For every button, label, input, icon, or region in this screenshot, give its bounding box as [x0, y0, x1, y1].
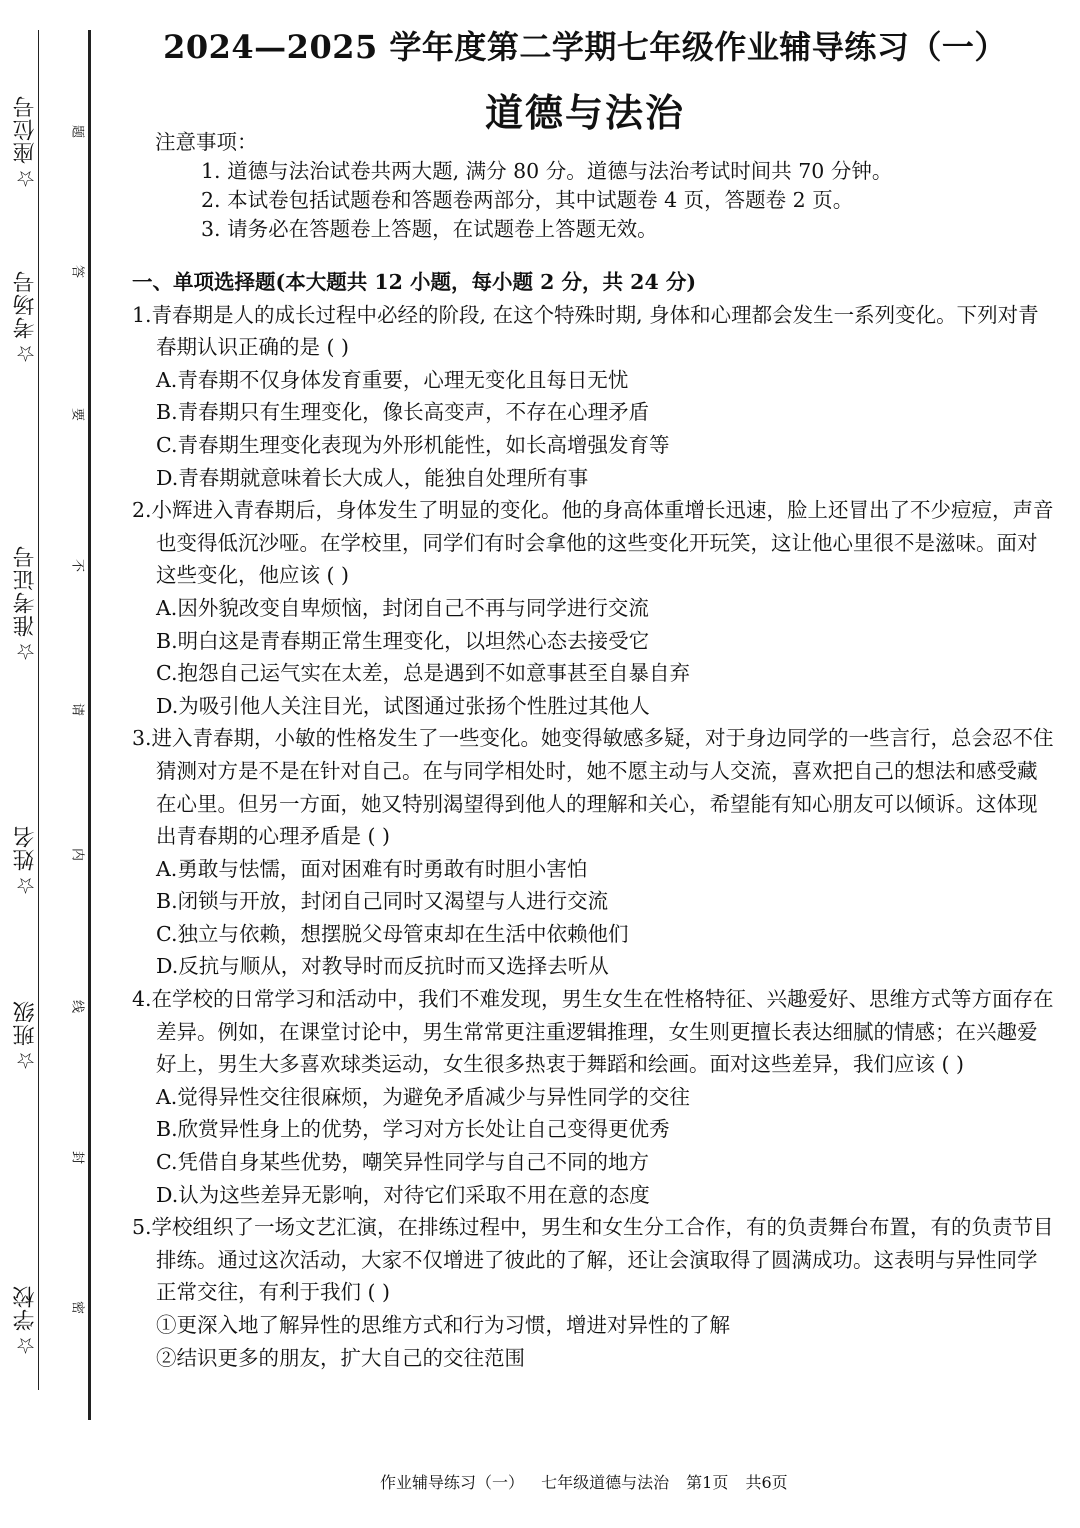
seal-char: 不 [69, 558, 85, 572]
class-field[interactable]: ☆班级 [13, 1000, 38, 1072]
option-b: B.青春期只有生理变化，像长高变声，不存在心理矛盾 [156, 400, 650, 425]
question-stem: 4.在学校的日常学习和活动中，我们不难发现，男生女生在性格特征、兴趣爱好、思维方式等方面存在差异。例如，在课堂讨论中，男生常常更注重逻辑推理，女生则更擅长表达细腻的情感；在兴趣爱好上，男生大多喜欢球类运动，女生很多热衷于舞蹈和绘画。面对这些差异，我们应该 ( ) [132, 987, 1054, 1077]
option-a: A.青春期不仅身体发育重要，心理无变化且每日无忧 [156, 367, 629, 392]
question-2 [132, 494, 1057, 722]
seal-char: 答 [69, 264, 85, 278]
school-field[interactable]: ☆学校 [13, 1285, 38, 1357]
question-stem: 5.学校组织了一场文艺汇演，在排练过程中，男生和女生分工合作，有的负责舞台布置，有的负责节目排练。通过这次活动，大家不仅增进了彼此的了解，还让会演取得了圆满成功。这表明与异性同学正常交往，有利于我们 ( ) [132, 1215, 1054, 1305]
binding-outer-line [38, 30, 39, 1390]
question-1 [132, 299, 1057, 495]
question-section [132, 266, 1057, 1374]
seal-char: 密 [69, 1300, 85, 1314]
section-title: 一、单项选择题(本大题共 12 小题，每小题 2 分，共 24 分) [132, 270, 697, 294]
option-a: A.因外貌改变自卑烦恼，封闭自己不再与同学进行交流 [156, 595, 649, 620]
option-d: D.青春期就意味着长大成人，能独自处理所有事 [156, 465, 589, 490]
question-5 [132, 1211, 1057, 1374]
seal-char: 请 [69, 702, 85, 716]
binding-inner-line [88, 30, 91, 1420]
option-c: C.凭借自身某些优势，嘲笑异性同学与自己不同的地方 [156, 1150, 649, 1175]
subject-title: 道德与法治 [484, 91, 685, 135]
exam-room-field[interactable]: ☆考场号 [13, 270, 38, 365]
statement-2: ②结识更多的朋友，扩大自己的交往范围 [156, 1345, 525, 1370]
seal-char: 线 [69, 999, 85, 1013]
statement-1: ①更深入地了解异性的思维方式和行为习惯，增进对异性的了解 [156, 1313, 730, 1337]
option-a: A.觉得异性交往很麻烦，为避免矛盾减少与异性同学的交往 [156, 1084, 690, 1109]
option-b: B.闭锁与开放，封闭自己同时又渴望与人进行交流 [156, 889, 609, 914]
notes-heading: 注意事项： [155, 130, 258, 154]
option-c: C.抱怨自己运气实在太差，总是遇到不如意事甚至自暴自弃 [156, 661, 690, 686]
seat-number-field[interactable]: ☆座位号 [13, 95, 38, 190]
note-item: 3. 请务必在答题卷上答题，在试题卷上答题无效。 [201, 217, 658, 241]
option-c: C.独立与依赖，想摆脱父母管束却在生活中依赖他们 [156, 921, 629, 946]
option-d: D.认为这些差异无影响，对待它们采取不用在意的态度 [156, 1182, 650, 1207]
option-b: B.欣赏异性身上的优势，学习对方长处让自己变得更优秀 [156, 1117, 670, 1142]
question-stem: 1.青春期是人的成长过程中必经的阶段, 在这个特殊时期, 身体和心理都会发生一系列变化。下列对青春期认识正确的是 ( ) [132, 302, 1039, 360]
question-stem: 2.小辉进入青春期后，身体发生了明显的变化。他的身高体重增长迅速，脸上还冒出了不少痘痘，声音也变得低沉沙哑。在学校里，同学们有时会拿他的这些变化开玩笑，这让他心里很不是滋味。面对这些变化，他应该 ( ) [132, 498, 1054, 588]
admission-number-field[interactable]: ☆准考证号 [13, 545, 38, 663]
exam-title: 2024—2025 学年度第二学期七年级作业辅导练习（一） [163, 28, 1007, 66]
note-item: 2. 本试卷包括试题卷和答题卷两部分，其中试题卷 4 页，答题卷 2 页。 [201, 188, 854, 212]
option-b: B.明白这是青春期正常生理变化，以坦然心态去接受它 [156, 628, 650, 653]
option-a: A.勇敢与怯懦，面对困难有时勇敢有时胆小害怕 [156, 856, 588, 881]
question-4 [132, 983, 1057, 1211]
name-field[interactable]: ☆姓名 [13, 825, 38, 897]
notes [155, 128, 892, 244]
seal-char: 题 [69, 124, 85, 138]
option-d: D.为吸引他人关注目光，试图通过张扬个性胜过其他人 [156, 693, 650, 718]
binding-margin [0, 0, 100, 1528]
note-item: 1. 道德与法治试卷共两大题, 满分 80 分。道德与法治考试时间共 70 分钟。 [201, 159, 893, 183]
option-c: C.青春期生理变化表现为外形机能性，如长高增强发育等 [156, 432, 670, 457]
seal-char: 封 [69, 1150, 85, 1164]
question-stem: 3.进入青春期，小敏的性格发生了一些变化。她变得敏感多疑，对于身边同学的一些言行，总会忍不住猜测对方是不是在针对自己。在与同学相处时，她不愿主动与人交流，喜欢把自己的想法和感受藏在心里。但另一方面，她又特别渴望得到他人的理解和关心，希望能有知心朋友可以倾诉。这体现出青春期的心理矛盾是 ( ) [132, 726, 1054, 849]
seal-char: 内 [69, 847, 85, 861]
option-d: D.反抗与顺从，对教导时而反抗时而又选择去听从 [156, 954, 609, 979]
seal-char: 要 [69, 407, 85, 421]
question-3 [132, 722, 1057, 983]
page-footer: 作业辅导练习（一） 七年级道德与法治 第1页 共6页 [380, 1473, 788, 1492]
